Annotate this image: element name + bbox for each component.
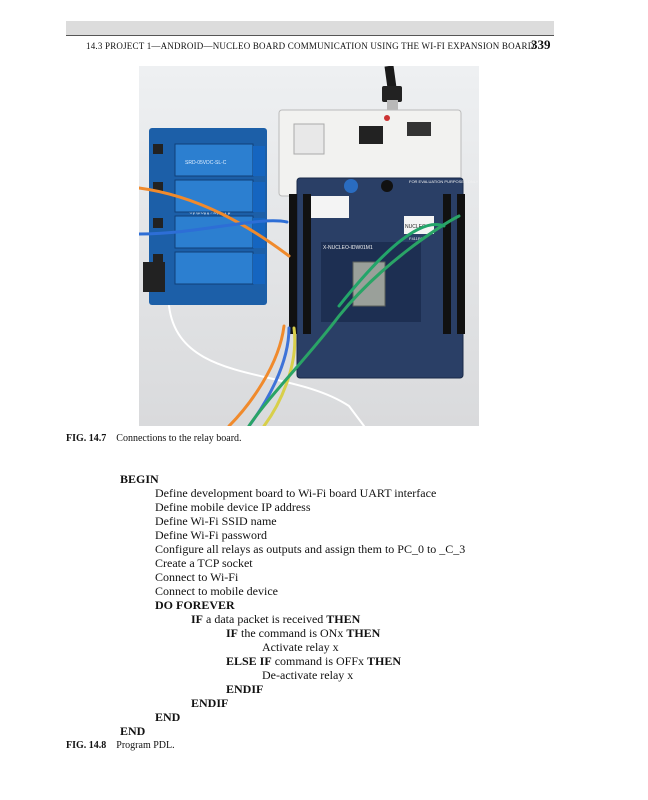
pdl-if-on: IF the command is ONx THEN — [226, 626, 381, 640]
nucleo-label: NUCLEO — [405, 224, 426, 230]
pdl-deactivate: De-activate relay x — [262, 668, 354, 682]
running-head: 14.3 PROJECT 1—ANDROID—NUCLEO BOARD COMMUNICATION USING THE WI-FI EXPANSION BOARD — [86, 41, 535, 51]
figure-label: FIG. 14.8 — [66, 740, 107, 751]
pdl-endif-outer: ENDIF — [191, 696, 229, 710]
pdl-activate: Activate relay x — [262, 640, 339, 654]
relay-connections-photo — [139, 66, 479, 426]
nucleo-model-label: F411RE — [409, 236, 424, 241]
header-rule — [66, 35, 554, 36]
figure-label: FIG. 14.7 — [66, 433, 107, 444]
relay-model-label: SRD-05VDC-SL-C — [185, 160, 227, 166]
expansion-board-label: X-NUCLEO-IDW01M1 — [323, 245, 373, 251]
pdl-step: Define development board to Wi-Fi board UART interface — [155, 486, 437, 500]
figure-caption-text: Program PDL. — [116, 740, 175, 751]
figure-caption-text: Connections to the relay board. — [116, 433, 242, 444]
pdl-step: Connect to Wi-Fi — [155, 570, 239, 584]
pdl-if-packet: IF a data packet is received THEN — [191, 612, 361, 626]
pdl-begin: BEGIN — [120, 472, 159, 486]
figure-14-8-caption — [66, 740, 175, 751]
pdl-end-loop: END — [155, 710, 181, 724]
relay-module — [143, 128, 267, 305]
page-number: 339 — [531, 37, 551, 52]
pdl-step: Connect to mobile device — [155, 584, 278, 598]
header-band — [66, 21, 554, 35]
pdl-step: Define Wi-Fi SSID name — [155, 514, 277, 528]
pdl-step: Define Wi-Fi password — [155, 528, 267, 542]
nucleo-board — [279, 110, 479, 378]
figure-14-7-caption — [66, 433, 242, 444]
pdl-step: Define mobile device IP address — [155, 500, 311, 514]
pdl-else-if-off: ELSE IF command is OFFx THEN — [226, 654, 402, 668]
pdl-end: END — [120, 724, 146, 738]
pdl-do-forever: DO FOREVER — [155, 598, 235, 612]
pdl-step: Configure all relays as outputs and assign them to PC_0 to _C_3 — [155, 542, 466, 556]
pdl-step: Create a TCP socket — [155, 556, 253, 570]
pdl-endif-inner: ENDIF — [226, 682, 264, 696]
evaluation-label: FOR EVALUATION PURPOSES ONLY — [409, 179, 479, 184]
